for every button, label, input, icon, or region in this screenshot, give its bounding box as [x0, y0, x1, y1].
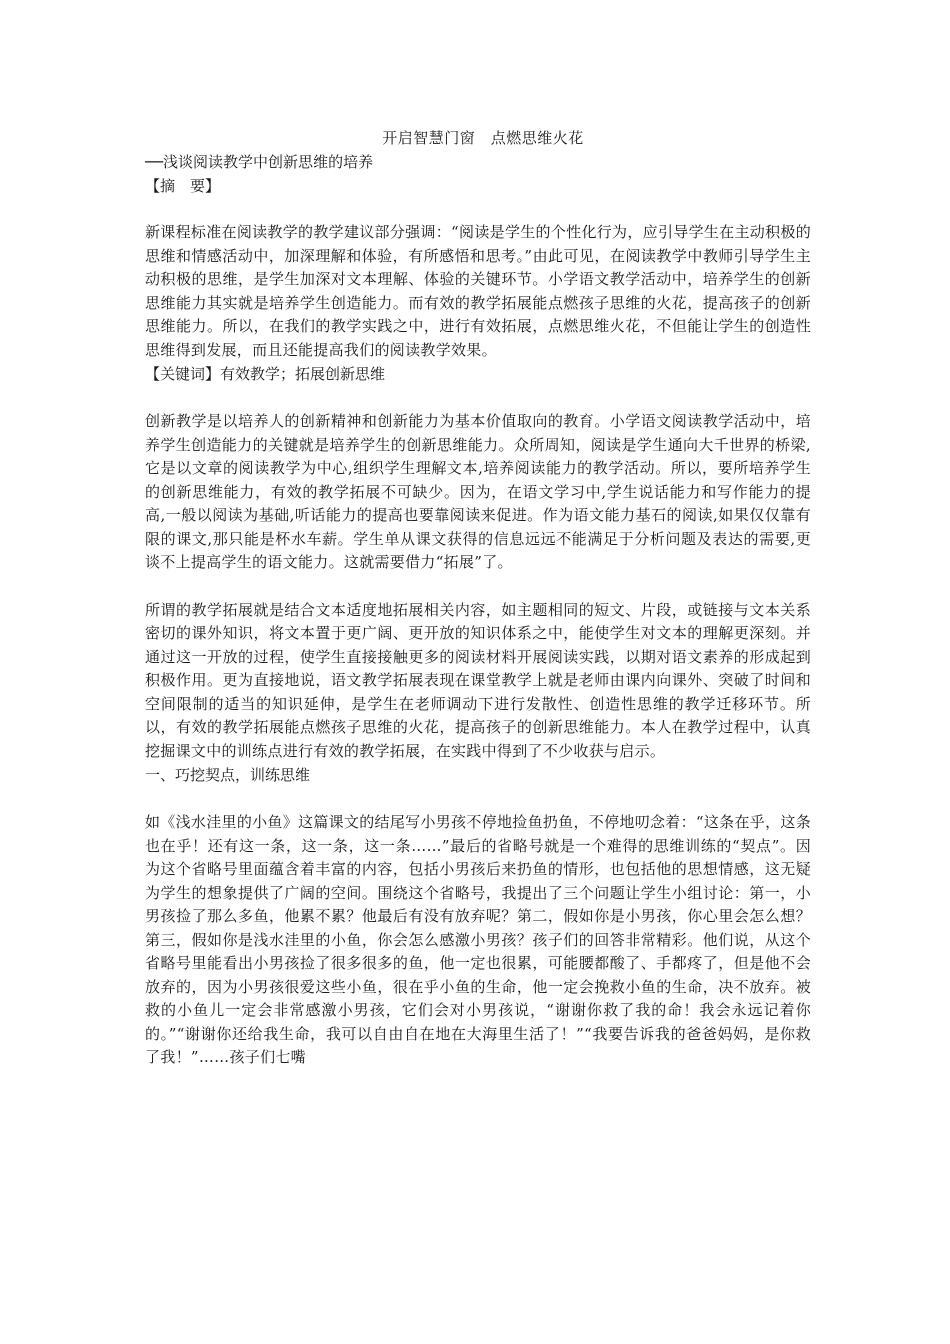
keywords-line: 【关键词】有效教学；拓展创新思维 [145, 365, 386, 383]
body-paragraph-2: 所谓的教学拓展就是结合文本适度地拓展相关内容，如主题相同的短文、片段，或链接与文本关系密切的课外知识，将文本置于更广阔、更开放的知识体系之中，能使学生对文本的理解更深刻。并通过这一开放的过程，使学生直接接触更多的阅读材料开展阅读实践，以期对语文素养的形成起到积极作用。更为直接地说，语文教学拓展表现在课堂教学上就是老师由课内向课外、突破了时间和空间限制的适当的知识延伸，是学生在老师调动下进行发散性、创造性思维的教学迁移环节。所以，有效的教学拓展能点燃孩子思维的火花，提高孩子的创新思维能力。本人在教学过程中，认真挖掘课文中的训练点进行有效的教学拓展，在实践中得到了不少收获与启示。 [145, 600, 811, 760]
body-paragraph-1: 创新教学是以培养人的创新精神和创新能力为基本价值取向的教育。小学语文阅读教学活动中，培养学生创造能力的关键就是培养学生的创新思维能力。众所周知，阅读是学生通向大千世界的桥梁,它是以文章的阅读教学为中心,组织学生理解文本,培养阅读能力的教学活动。所以，要所培养学生的创新思维能力，有效的教学拓展不可缺少。因为，在语文学习中,学生说话能力和写作能力的提高,一般以阅读为基础,听话能力的提高也要靠阅读来促进。作为语文能力基石的阅读,如果仅仅靠有限的课文,那只能是杯水车薪。学生单从课文获得的信息远远不能满足于分析问题及表达的需要,更谈不上提高学生的语文能力。这就需要借力“拓展”了。 [145, 412, 811, 571]
abstract-paragraph: 新课程标准在阅读教学的教学建议部分强调：“阅读是学生的个性化行为，应引导学生在主动积极的思维和情感活动中，加深理解和体验，有所感悟和思考。”由此可见，在阅读教学中教师引导学生主动积极的思维，是学生加深对文本理解、体验的关键环节。小学语文教学活动中，培养学生的创新思维能力其实就是培养学生创造能力。而有效的教学拓展能点燃孩子思维的火花，提高孩子的创新思维能力。所以，在我们的教学实践之中，进行有效拓展，点燃思维火花，不但能让学生的创造性思维得到发展，而且还能提高我们的阅读教学效果。 [145, 223, 811, 359]
document-title: 开启智慧门窗 点燃思维火花 [382, 129, 584, 147]
document-subtitle: ──浅谈阅读教学中创新思维的培养 [145, 153, 374, 171]
document-page [145, 126, 811, 1070]
abstract-heading: 【摘 要】 [145, 177, 221, 195]
body-paragraph-3: 如《浅水洼里的小鱼》这篇课文的结尾写小男孩不停地捡鱼扔鱼，不停地叨念着：“这条在乎，这条也在乎！还有这一条，这一条，这一条……”最后的省略号就是一个难得的思维训练的“契点”。因为这个省略号里面蕴含着丰富的内容，包括小男孩后来扔鱼的情形，也包括他的思想情感，这无疑为学生的想象提供了广阔的空间。围绕这个省略号，我提出了三个问题让学生小组讨论：第一，小男孩捡了那么多鱼，他累不累？他最后有没有放弃呢？第二，假如你是小男孩，你心里会怎么想？第三，假如你是浅水洼里的小鱼，你会怎么感激小男孩？孩子们的回答非常精彩。他们说，从这个省略号里能看出小男孩捡了很多很多的鱼，他一定也很累，可能腰都酸了、手都疼了，但是他不会放弃的，因为小男孩很爱这些小鱼，很在乎小鱼的生命，他一定会挽救小鱼的生命，决不放弃。被救的小鱼儿一定会非常感激小男孩，它们会对小男孩说，“谢谢你救了我的命！我会永远记着你的。”“谢谢你还给我生命，我可以自由自在地在大海里生活了！”“我要告诉我的爸爸妈妈，是你救了我！”……孩子们七嘴 [145, 813, 811, 1066]
section-heading-1: 一、巧挖契点，训练思维 [145, 766, 311, 784]
